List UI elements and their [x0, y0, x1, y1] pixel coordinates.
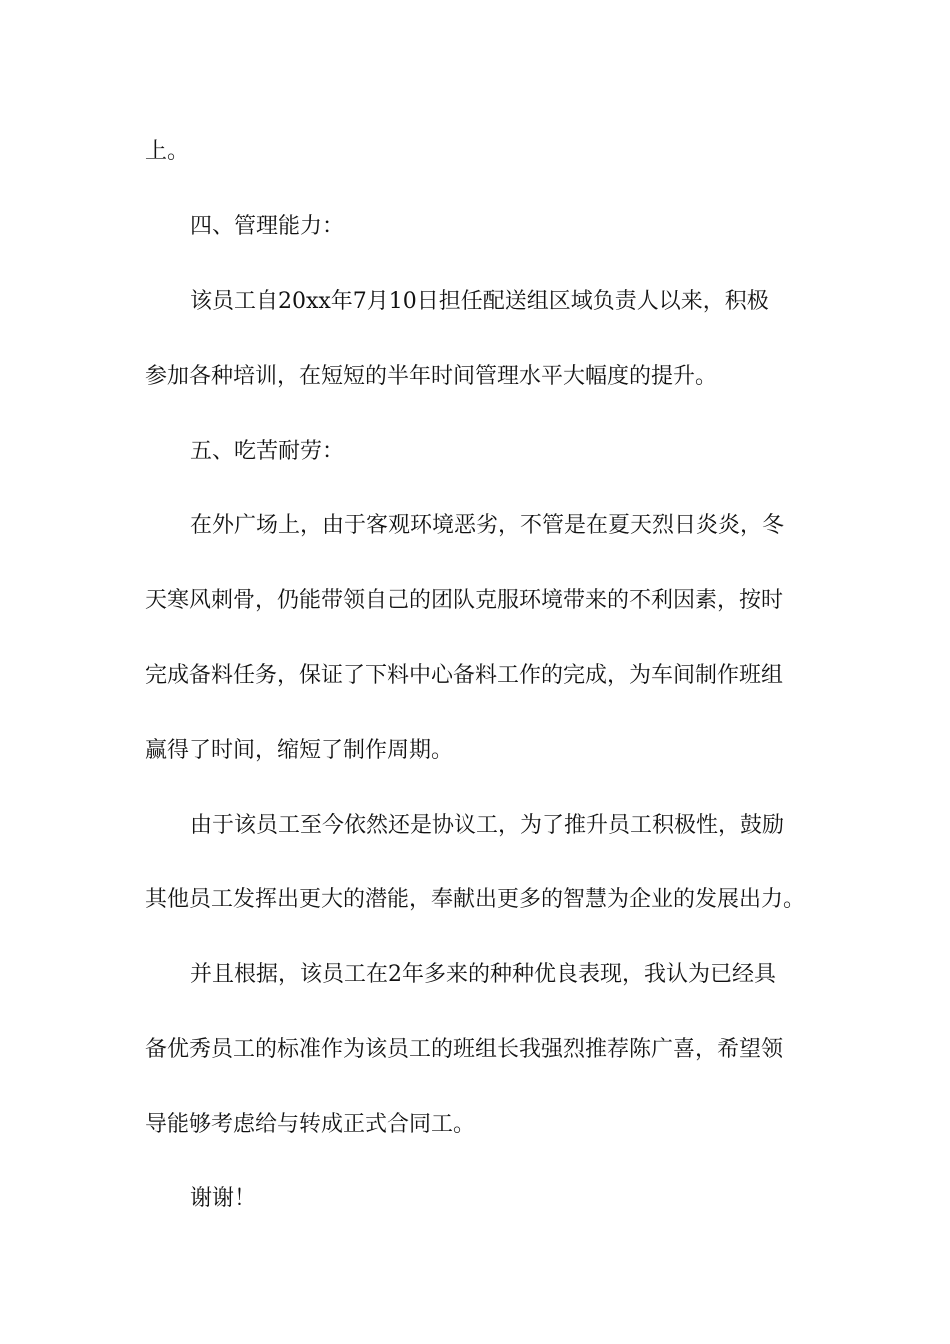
text-line: 导能够考虑给与转成正式合同工。 — [145, 1112, 476, 1137]
text-line: 其他员工发挥出更大的潜能，奉献出更多的智慧为企业的发展出力。 — [145, 887, 806, 912]
text-line: 在外广场上，由于客观环境恶劣，不管是在夏天烈日炎炎，冬 — [190, 513, 785, 538]
text-line: 上。 — [145, 139, 190, 164]
text-line: 赢得了时间，缩短了制作周期。 — [145, 738, 454, 763]
text-line: 由于该员工至今依然还是协议工，为了推升员工积极性，鼓励 — [190, 813, 785, 838]
text-line: 参加各种培训，在短短的半年时间管理水平大幅度的提升。 — [145, 364, 718, 389]
text-line: 完成备料任务，保证了下料中心备料工作的完成，为车间制作班组 — [145, 663, 784, 688]
section-heading-management: 四、管理能力： — [190, 214, 345, 239]
text-line: 并且根据，该员工在2年多来的种种优良表现，我认为已经具 — [190, 962, 776, 987]
text-line: 该员工自20xx年7月10日担任配送组区域负责人以来，积极 — [190, 289, 769, 314]
section-heading-hardwork: 五、吃苦耐劳： — [190, 439, 345, 464]
closing-thanks: 谢谢！ — [190, 1186, 257, 1211]
text-line: 备优秀员工的标准作为该员工的班组长我强烈推荐陈广喜，希望领 — [145, 1037, 784, 1062]
text-line: 天寒风刺骨，仍能带领自己的团队克服环境带来的不利因素，按时 — [145, 588, 784, 613]
